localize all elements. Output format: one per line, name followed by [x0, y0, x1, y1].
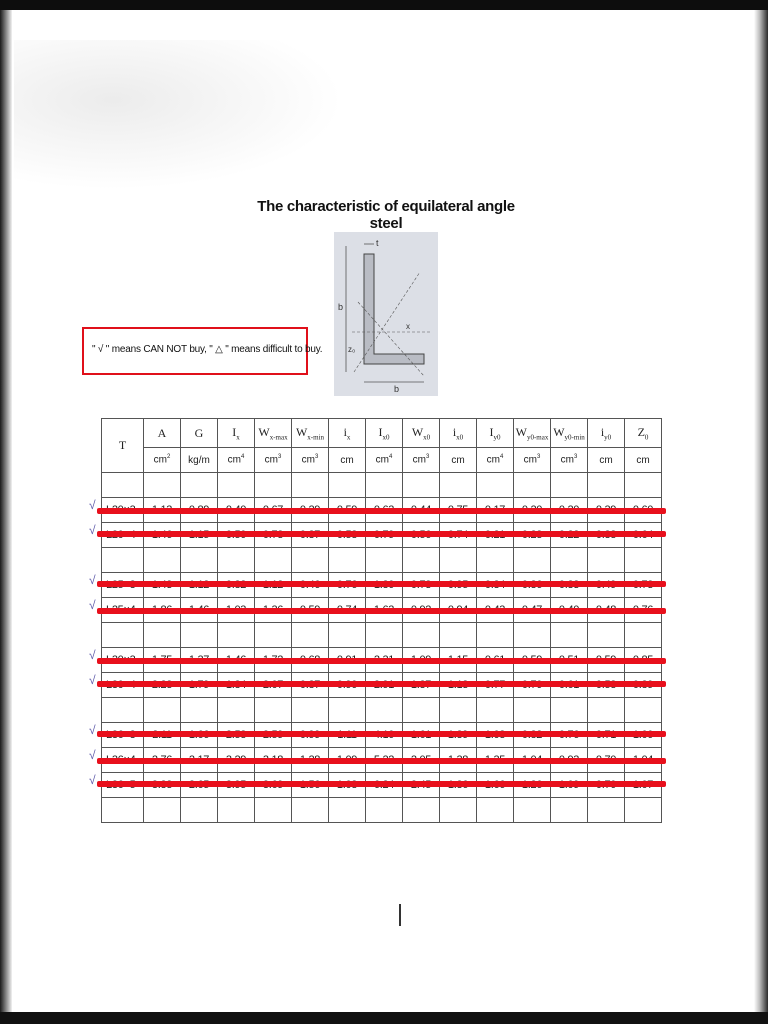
table-cell — [329, 548, 366, 573]
table-cell — [144, 798, 181, 823]
side-length-label: b — [338, 302, 344, 312]
check-mark: √ — [89, 672, 96, 687]
header-symbol: $I_x$ — [218, 419, 255, 448]
check-mark: √ — [89, 772, 96, 787]
table-cell — [588, 623, 625, 648]
table-cell — [292, 623, 329, 648]
table-cell — [329, 473, 366, 498]
table-row — [102, 548, 662, 573]
table-cell — [403, 473, 440, 498]
header-symbol: $W_{x-max}$ — [255, 419, 292, 448]
header-symbol: A — [144, 419, 181, 448]
row-designation — [102, 473, 144, 498]
scan-smudge — [14, 40, 344, 190]
row-designation — [102, 798, 144, 823]
table-cell — [292, 798, 329, 823]
header-unit: $cm^3$ — [551, 448, 588, 473]
header-unit: $cm^3$ — [514, 448, 551, 473]
header-symbol: $i_x$ — [329, 419, 366, 448]
header-unit: $cm^4$ — [366, 448, 403, 473]
table-cell — [255, 698, 292, 723]
header-symbol: $W_{y0-min}$ — [551, 419, 588, 448]
header-symbol: $Z_0$ — [625, 419, 662, 448]
table-cell — [144, 548, 181, 573]
header-symbol: $i_{x0}$ — [440, 419, 477, 448]
header-unit: cm — [440, 448, 477, 473]
header-unit: cm — [588, 448, 625, 473]
table-row — [102, 698, 662, 723]
table-cell — [588, 798, 625, 823]
bottom-length-label: b — [394, 384, 400, 394]
header-symbol: $I_{x0}$ — [366, 419, 403, 448]
table-cell — [514, 473, 551, 498]
red-strike-line — [97, 731, 666, 737]
table-cell — [588, 698, 625, 723]
header-unit: $cm^4$ — [477, 448, 514, 473]
table-cell — [625, 623, 662, 648]
check-mark: √ — [89, 522, 96, 537]
header-symbol: $W_{y0-max}$ — [514, 419, 551, 448]
table-cell — [514, 798, 551, 823]
header-unit: cm — [329, 448, 366, 473]
red-strike-line — [97, 608, 666, 614]
check-mark: √ — [89, 747, 96, 762]
red-strike-line — [97, 658, 666, 664]
header-symbol: $I_{y0}$ — [477, 419, 514, 448]
table-cell — [218, 623, 255, 648]
table-cell — [255, 548, 292, 573]
table-cell — [551, 548, 588, 573]
red-strike-line — [97, 681, 666, 687]
table-cell — [588, 548, 625, 573]
table-cell — [625, 798, 662, 823]
table-cell — [366, 698, 403, 723]
table-cell — [477, 623, 514, 648]
table-cell — [477, 798, 514, 823]
table-cell — [440, 548, 477, 573]
table-cell — [625, 548, 662, 573]
table-cell — [366, 798, 403, 823]
table-cell — [440, 623, 477, 648]
table-cell — [440, 698, 477, 723]
scan-top-edge — [0, 0, 768, 10]
table-cell — [551, 798, 588, 823]
unit-header-row — [102, 448, 662, 473]
x-axis-label: x — [406, 322, 410, 331]
check-mark: √ — [89, 597, 96, 612]
table-cell — [255, 623, 292, 648]
table-cell — [403, 548, 440, 573]
check-mark: √ — [89, 572, 96, 587]
table-cell — [551, 623, 588, 648]
table-cell — [292, 698, 329, 723]
header-unit: $cm^2$ — [144, 448, 181, 473]
z0-label: z₀ — [348, 345, 356, 354]
table-cell — [366, 473, 403, 498]
table-cell — [181, 473, 218, 498]
table-cell — [144, 623, 181, 648]
table-cell — [477, 548, 514, 573]
table-cell — [218, 473, 255, 498]
check-mark: √ — [89, 722, 96, 737]
table-cell — [403, 698, 440, 723]
check-mark: √ — [89, 647, 96, 662]
thickness-label: t — [376, 238, 379, 248]
table-cell — [181, 698, 218, 723]
table-cell — [255, 473, 292, 498]
table-cell — [551, 698, 588, 723]
red-strike-line — [97, 531, 666, 537]
table-cell — [181, 623, 218, 648]
header-unit: cm — [625, 448, 662, 473]
legend-text: " √ " means CAN NOT buy, " △ " means difficult to buy. — [92, 344, 323, 355]
table-cell — [403, 798, 440, 823]
table-cell — [366, 623, 403, 648]
row-designation — [102, 548, 144, 573]
header-unit: $cm^3$ — [403, 448, 440, 473]
red-strike-line — [97, 758, 666, 764]
header-unit: $cm^3$ — [292, 448, 329, 473]
table-cell — [329, 698, 366, 723]
red-strike-line — [97, 508, 666, 514]
angle-section-drawing — [334, 232, 438, 396]
table-row — [102, 473, 662, 498]
header-symbol: $W_{x-min}$ — [292, 419, 329, 448]
scan-right-edge — [754, 10, 768, 1014]
scan-bottom-edge — [0, 1012, 768, 1024]
scan-left-edge — [0, 10, 12, 1014]
row-designation — [102, 698, 144, 723]
header-t: T — [102, 419, 144, 473]
symbol-header-row — [102, 419, 662, 448]
table-cell — [292, 548, 329, 573]
legend-box — [82, 327, 323, 375]
table-cell — [514, 623, 551, 648]
table-cell — [144, 698, 181, 723]
table-cell — [218, 798, 255, 823]
header-unit: kg/m — [181, 448, 218, 473]
table-row — [102, 623, 662, 648]
table-cell — [625, 698, 662, 723]
table-cell — [366, 548, 403, 573]
red-strike-line — [97, 581, 666, 587]
table-cell — [218, 548, 255, 573]
header-symbol: G — [181, 419, 218, 448]
text-cursor — [399, 904, 401, 926]
header-unit: $cm^4$ — [218, 448, 255, 473]
check-mark: √ — [89, 497, 96, 512]
table-cell — [477, 698, 514, 723]
table-cell — [144, 473, 181, 498]
header-symbol: $W_{x0}$ — [403, 419, 440, 448]
table-cell — [218, 698, 255, 723]
table-cell — [181, 548, 218, 573]
header-symbol: $i_{y0}$ — [588, 419, 625, 448]
table-cell — [625, 473, 662, 498]
table-cell — [477, 473, 514, 498]
table-cell — [329, 798, 366, 823]
angle-steel-diagram — [334, 232, 438, 396]
table-cell — [329, 623, 366, 648]
table-cell — [588, 473, 625, 498]
header-unit: $cm^3$ — [255, 448, 292, 473]
row-designation — [102, 623, 144, 648]
red-strike-line — [97, 781, 666, 787]
table-cell — [255, 798, 292, 823]
document-title: The characteristic of equilateral angle steel — [257, 198, 515, 232]
table-cell — [292, 473, 329, 498]
table-cell — [514, 698, 551, 723]
table-cell — [551, 473, 588, 498]
table-cell — [440, 473, 477, 498]
table-cell — [403, 623, 440, 648]
table-row — [102, 798, 662, 823]
table-cell — [440, 798, 477, 823]
table-cell — [514, 548, 551, 573]
table-cell — [181, 798, 218, 823]
